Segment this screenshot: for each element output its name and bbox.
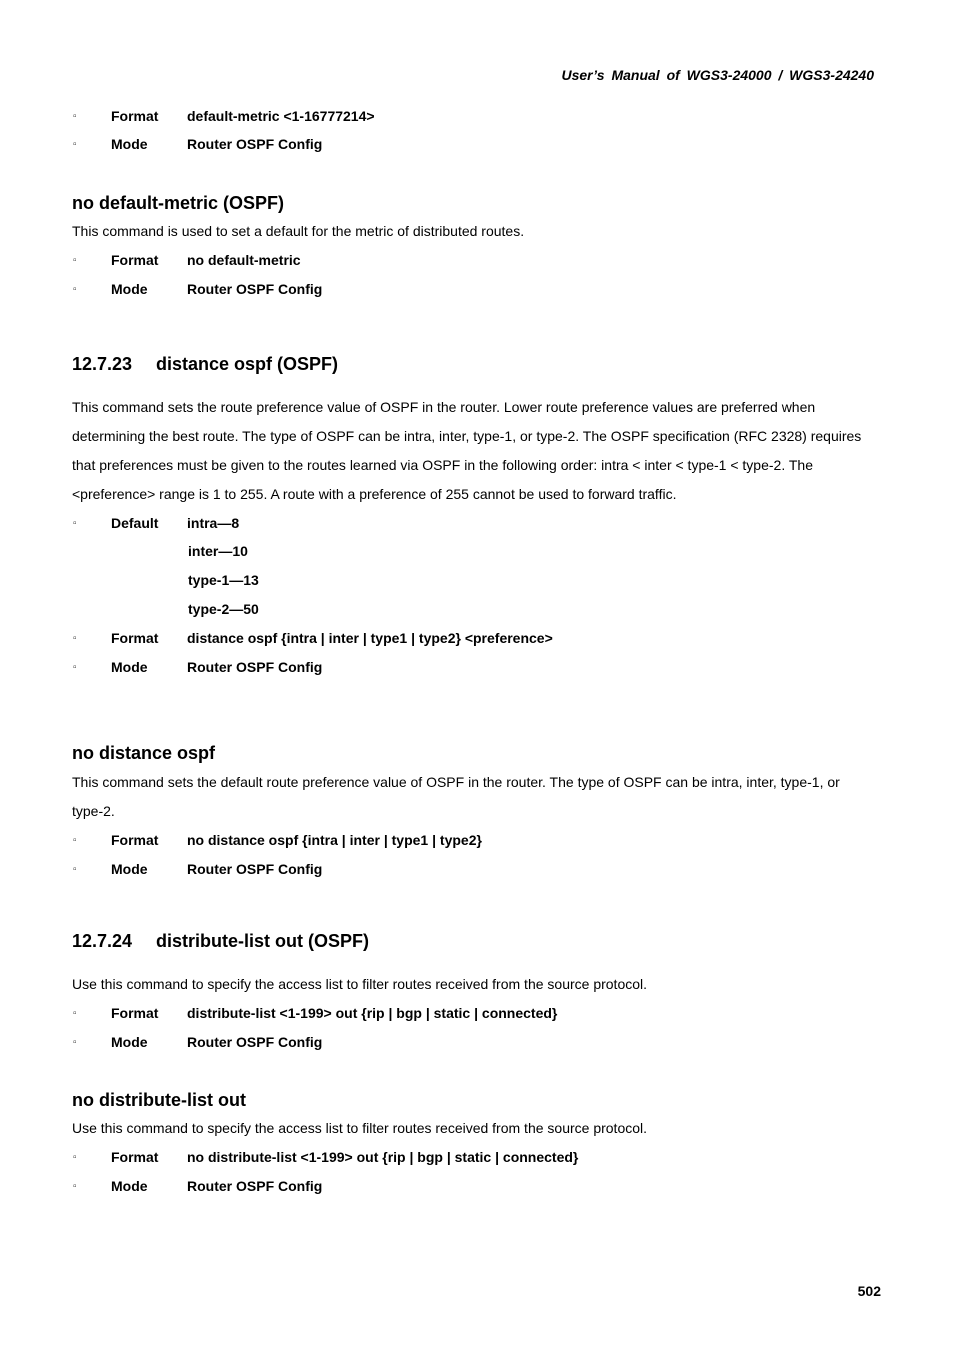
format-label: Format	[111, 1005, 159, 1021]
mode-label: Mode	[111, 1034, 148, 1050]
format-label: Format	[111, 1149, 159, 1165]
format-value: distance ospf {intra | inter | type1 | type2} <preference>	[187, 630, 553, 646]
bullet-icon: ▫	[73, 1008, 77, 1019]
paragraph-line: This command sets the route preference value of OSPF in the router. Lower route preference values are preferred when	[72, 399, 816, 415]
mode-value: Router OSPF Config	[187, 281, 323, 297]
mode-value: Router OSPF Config	[187, 136, 323, 152]
bullet-icon: ▫	[73, 284, 77, 295]
paragraph-line: type-2.	[72, 803, 115, 819]
bullet-icon: ▫	[73, 633, 77, 644]
section-title: distance ospf (OSPF)	[156, 354, 339, 374]
paragraph-line: that preferences must be given to the routes learned via OSPF in the following order: intra < inter < type-1 < type-2. The	[72, 457, 813, 473]
paragraph-line: <preference> range is 1 to 255. A route with a preference of 255 cannot be used to forward traffic.	[72, 486, 677, 502]
bullet-icon: ▫	[73, 518, 77, 529]
mode-label: Mode	[111, 1178, 148, 1194]
section-title: distribute-list out (OSPF)	[156, 931, 369, 951]
mode-value: Router OSPF Config	[187, 1034, 323, 1050]
bullet-icon: ▫	[73, 662, 77, 673]
bullet-icon: ▫	[73, 835, 77, 846]
page-header: User’s Manual of WGS3-24000 / WGS3-24240	[561, 67, 874, 83]
mode-label: Mode	[111, 281, 148, 297]
default-value: intra—8	[187, 515, 240, 531]
bullet-icon: ▫	[73, 139, 77, 150]
paragraph-line: This command sets the default route preference value of OSPF in the router. The type of OSPF can be intra, inter, type-1, or	[72, 774, 840, 790]
section-description: Use this command to specify the access list to filter routes received from the source protocol.	[72, 1120, 648, 1136]
paragraph-line: determining the best route. The type of OSPF can be intra, inter, type-1, or type-2. The OSPF specification (RFC 2328) requires	[72, 428, 862, 444]
section-number: 12.7.23	[72, 354, 133, 374]
bullet-icon: ▫	[73, 864, 77, 875]
mode-value: Router OSPF Config	[187, 659, 323, 675]
section-description: Use this command to specify the access list to filter routes received from the source protocol.	[72, 976, 648, 992]
section-title: no default-metric (OSPF)	[72, 193, 285, 213]
mode-label: Mode	[111, 136, 148, 152]
default-value: type-2—50	[188, 601, 259, 617]
mode-value: Router OSPF Config	[187, 861, 323, 877]
bullet-icon: ▫	[73, 1037, 77, 1048]
default-value: inter—10	[188, 543, 248, 559]
format-value: no default-metric	[187, 252, 301, 268]
bullet-icon: ▫	[73, 111, 77, 122]
default-value: type-1—13	[188, 572, 259, 588]
format-label: Format	[111, 832, 159, 848]
section-title: no distance ospf	[72, 743, 216, 763]
default-label: Default	[111, 515, 159, 531]
section-number: 12.7.24	[72, 931, 133, 951]
page-number: 502	[857, 1283, 881, 1299]
format-value: distribute-list <1-199> out {rip | bgp | static | connected}	[187, 1005, 558, 1021]
bullet-icon: ▫	[73, 1152, 77, 1163]
mode-label: Mode	[111, 861, 148, 877]
mode-value: Router OSPF Config	[187, 1178, 323, 1194]
format-value: default-metric <1-16777214>	[187, 108, 375, 124]
bullet-icon: ▫	[73, 255, 77, 266]
format-label: Format	[111, 108, 159, 124]
section-title: no distribute-list out	[72, 1090, 246, 1110]
format-label: Format	[111, 252, 159, 268]
format-value: no distribute-list <1-199> out {rip | bgp | static | connected}	[187, 1149, 579, 1165]
format-label: Format	[111, 630, 159, 646]
mode-label: Mode	[111, 659, 148, 675]
format-value: no distance ospf {intra | inter | type1 | type2}	[187, 832, 482, 848]
section-description: This command is used to set a default for the metric of distributed routes.	[72, 223, 525, 239]
bullet-icon: ▫	[73, 1181, 77, 1192]
